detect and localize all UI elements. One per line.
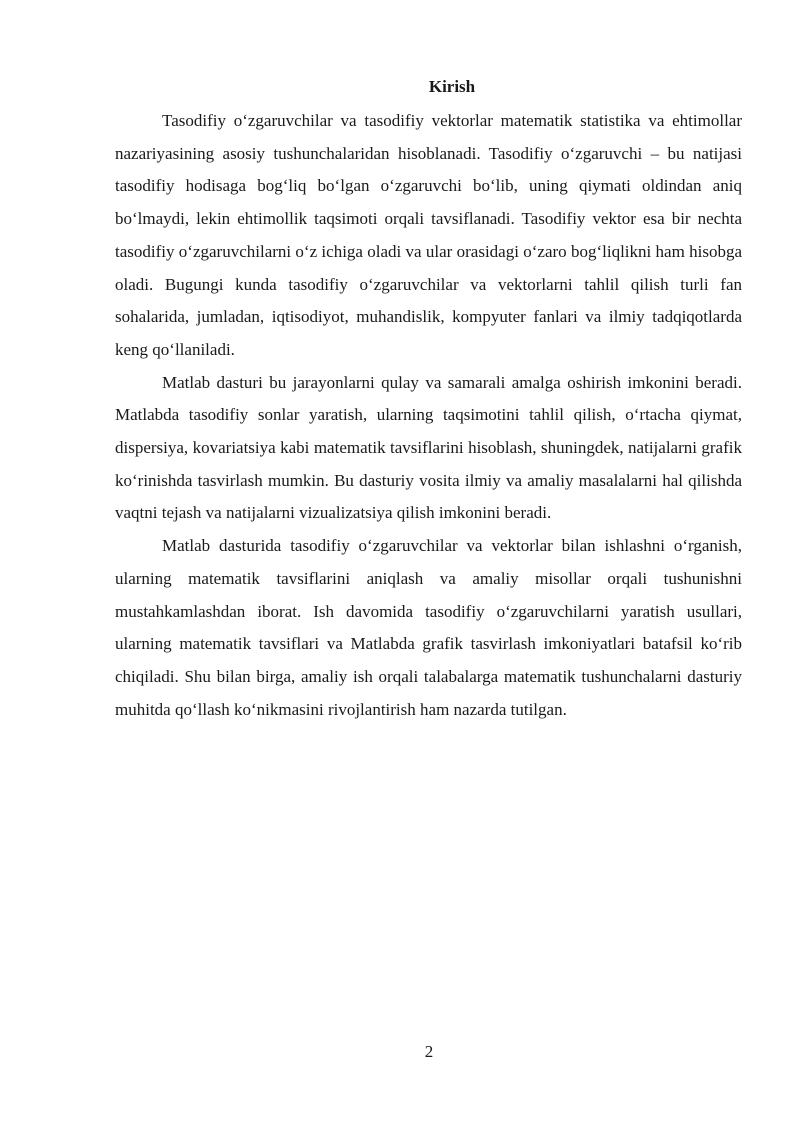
page-number: 2 xyxy=(424,1042,434,1061)
paragraph-1: Tasodifiy o‘zgaruvchilar va tasodifiy vektorlar matematik statistika va ehtimollar nazariyasining asosiy tushunchalaridan hisoblanadi. Tasodifiy o‘zgaruvchi – bu natijasi tasodifiy hodisaga bog‘liq bo‘lgan o‘zgaruvchi bo‘lib, uning qiymati oldindan aniq bo‘lmaydi, lekin ehtimollik taqsimoti orqali tavsiflanadi. Tasodifiy vektor esa bir nechta tasodifiy o‘zgaruvchilarni o‘z ichiga oladi va ular orasidagi o‘zaro bog‘liqlikni ham hisobga oladi. Bugungi kunda tasodifiy o‘zgaruvchilar va vektorlarni tahlil qilish turli fan sohalarida, jumladan, iqtisodiyot, muhandislik, kompyuter fanlari va ilmiy tadqiqotlarda keng qo‘llaniladi. xyxy=(115,111,742,359)
body-text xyxy=(115,105,742,726)
paragraph-2: Matlab dasturi bu jarayonlarni qulay va samarali amalga oshirish imkonini beradi. Matlabda tasodifiy sonlar yaratish, ularning taqsimotini tahlil qilish, o‘rtacha qiymat, dispersiya, kovariatsiya kabi matematik tavsiflarini hisoblash, shuningdek, natijalarni grafik ko‘rinishda tasvirlash mumkin. Bu dasturiy vosita ilmiy va amaliy masalalarni hal qilishda vaqtni tejash va natijalarni vizualizatsiya qilish imkonini beradi. xyxy=(115,372,742,523)
section-heading: Kirish xyxy=(428,77,476,96)
paragraph-3: Matlab dasturida tasodifiy o‘zgaruvchilar va vektorlar bilan ishlashni o‘rganish, ularning matematik tavsiflarini aniqlash va amaliy misollar orqali tushunishni mustahkamlashdan iborat. Ish davomida tasodifiy o‘zgaruvchilarni yaratish usullari, ularning matematik tavsiflari va Matlabda grafik tasvirlash imkoniyatlari batafsil ko‘rib chiqiladi. Shu bilan birga, amaliy ish orqali talabalarga matematik tushunchalarni dasturiy muhitda qo‘llash ko‘nikmasini rivojlantirish ham nazarda tutilgan. xyxy=(115,536,742,719)
